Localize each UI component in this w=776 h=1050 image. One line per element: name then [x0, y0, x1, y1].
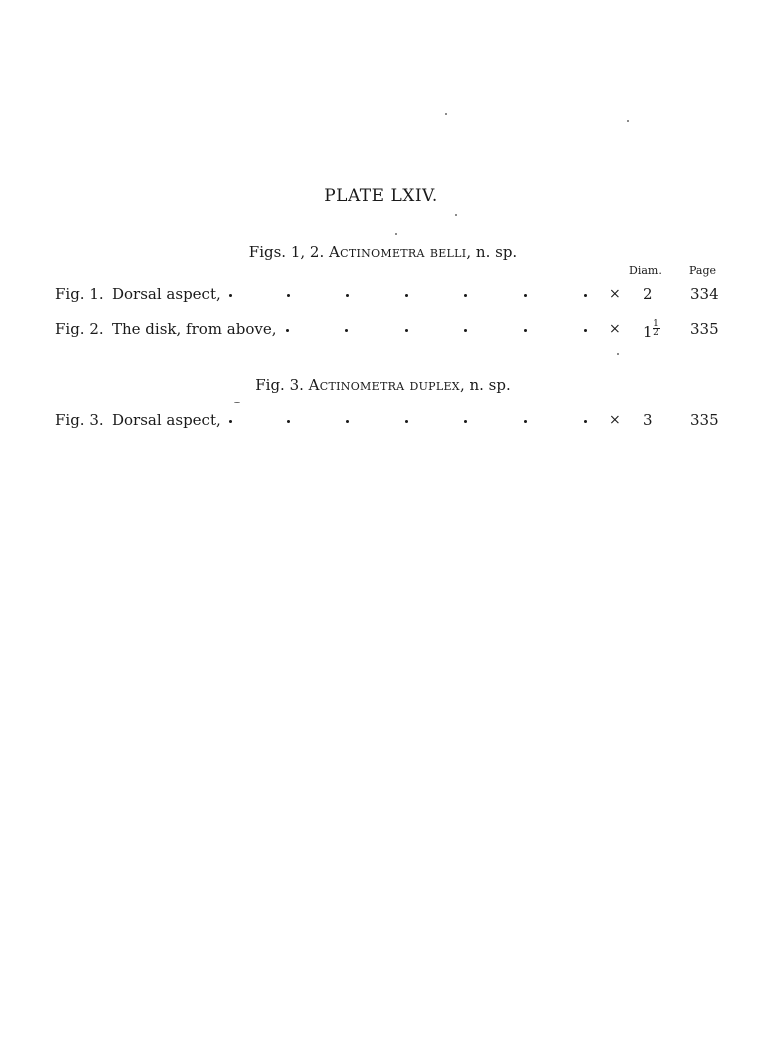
group-prefix: Figs. 1, 2.: [248, 243, 325, 261]
fraction-denominator: 2: [653, 328, 659, 338]
figure-row: [0, 285, 776, 307]
figure-description: Dorsal aspect,: [112, 285, 221, 303]
scan-speck: [395, 233, 397, 235]
figure-description: Dorsal aspect,: [112, 411, 221, 429]
scan-speck: [455, 214, 457, 216]
column-header-page: Page: [689, 264, 717, 277]
group-prefix: Fig. 3.: [255, 376, 304, 394]
species-name: Actinometra belli: [329, 243, 467, 261]
scan-speck: [445, 113, 447, 115]
diameter-value: [643, 411, 653, 429]
diameter-value: [643, 320, 660, 341]
scan-speck: [234, 402, 240, 403]
diameter-fraction: [653, 320, 660, 337]
group-suffix: , n. sp.: [466, 243, 518, 261]
column-header-diam: Diam.: [629, 264, 662, 277]
fraction-numerator: 1: [653, 319, 659, 329]
diameter-value: [643, 285, 653, 303]
page-number: 334: [690, 285, 719, 303]
times-sign: ×: [609, 321, 621, 337]
figure-label: Fig. 3.: [55, 411, 104, 429]
scan-speck: [627, 120, 629, 122]
times-sign: ×: [609, 286, 621, 302]
diameter-whole: 1: [643, 323, 653, 341]
figure-label: Fig. 1.: [55, 285, 104, 303]
group-suffix: , n. sp.: [459, 376, 511, 394]
page-number: 335: [690, 320, 719, 338]
figure-row: [0, 320, 776, 342]
figure-row: [0, 411, 776, 433]
times-sign: ×: [609, 412, 621, 428]
figure-description: The disk, from above,: [112, 320, 277, 338]
species-name: Actinometra duplex: [308, 376, 460, 394]
diameter-whole: 3: [643, 411, 653, 429]
group-heading-duplex: [0, 376, 766, 394]
page-number: 335: [690, 411, 719, 429]
scan-speck: [617, 353, 619, 355]
figure-label: Fig. 2.: [55, 320, 104, 338]
group-heading-belli: [0, 243, 766, 261]
plate-title: PLATE LXIV.: [324, 186, 438, 206]
diameter-whole: 2: [643, 285, 653, 303]
